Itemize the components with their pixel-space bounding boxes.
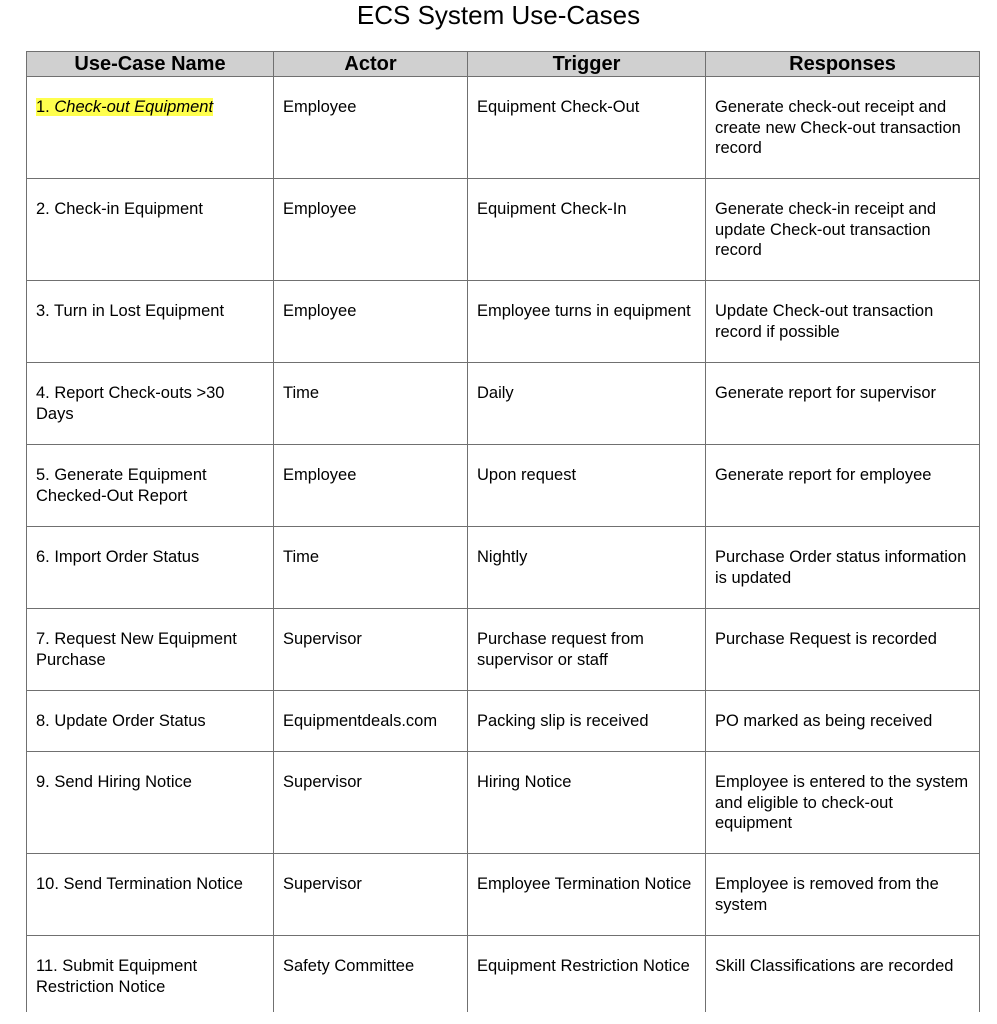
trigger-cell: Equipment Check-In xyxy=(468,179,706,281)
use-case-name-cell: 11. Submit Equipment Restriction Notice xyxy=(27,936,274,1013)
response-cell: Generate report for employee xyxy=(706,445,980,527)
table-row xyxy=(27,854,980,936)
use-case-name-cell: 5. Generate Equipment Checked-Out Report xyxy=(27,445,274,527)
use-case-name-cell: 6. Import Order Status xyxy=(27,527,274,609)
actor-cell: Employee xyxy=(274,179,468,281)
use-case-name-cell: 9. Send Hiring Notice xyxy=(27,752,274,854)
use-case-table xyxy=(26,51,980,1012)
trigger-cell: Purchase request from supervisor or staff xyxy=(468,609,706,691)
trigger-cell: Equipment Check-Out xyxy=(468,77,706,179)
actor-cell: Employee xyxy=(274,445,468,527)
actor-cell: Employee xyxy=(274,281,468,363)
table-row xyxy=(27,936,980,1013)
actor-cell: Time xyxy=(274,527,468,609)
trigger-cell: Equipment Restriction Notice xyxy=(468,936,706,1013)
trigger-cell: Upon request xyxy=(468,445,706,527)
trigger-cell: Employee Termination Notice xyxy=(468,854,706,936)
table-header-row xyxy=(27,52,980,77)
response-cell: Employee is entered to the system and eligible to check-out equipment xyxy=(706,752,980,854)
response-cell: Update Check-out transaction record if possible xyxy=(706,281,980,363)
column-header-trigger: Trigger xyxy=(468,52,706,77)
trigger-cell: Packing slip is received xyxy=(468,691,706,752)
actor-cell: Time xyxy=(274,363,468,445)
table-row xyxy=(27,179,980,281)
actor-cell: Employee xyxy=(274,77,468,179)
use-case-name-cell: 3. Turn in Lost Equipment xyxy=(27,281,274,363)
response-cell: Generate check-out receipt and create new Check-out transaction record xyxy=(706,77,980,179)
use-case-name-cell: 10. Send Termination Notice xyxy=(27,854,274,936)
highlighted-use-case-name: 1. Check-out Equipment xyxy=(36,98,214,116)
use-case-name-cell: 7. Request New Equipment Purchase xyxy=(27,609,274,691)
response-cell: PO marked as being received xyxy=(706,691,980,752)
use-case-name-cell: 2. Check-in Equipment xyxy=(27,179,274,281)
actor-cell: Equipmentdeals.com xyxy=(274,691,468,752)
use-case-name-cell: 4. Report Check-outs >30 Days xyxy=(27,363,274,445)
actor-cell: Supervisor xyxy=(274,752,468,854)
actor-cell: Supervisor xyxy=(274,609,468,691)
response-cell: Purchase Order status information is updated xyxy=(706,527,980,609)
use-case-name-cell xyxy=(27,77,274,179)
trigger-cell: Nightly xyxy=(468,527,706,609)
trigger-cell: Hiring Notice xyxy=(468,752,706,854)
response-cell: Purchase Request is recorded xyxy=(706,609,980,691)
trigger-cell: Daily xyxy=(468,363,706,445)
response-cell: Employee is removed from the system xyxy=(706,854,980,936)
actor-cell: Safety Committee xyxy=(274,936,468,1013)
response-cell: Skill Classifications are recorded xyxy=(706,936,980,1013)
response-cell: Generate report for supervisor xyxy=(706,363,980,445)
table-row xyxy=(27,281,980,363)
actor-cell: Supervisor xyxy=(274,854,468,936)
column-header-actor: Actor xyxy=(274,52,468,77)
response-cell: Generate check-in receipt and update Check-out transaction record xyxy=(706,179,980,281)
table-row xyxy=(27,363,980,445)
table-row xyxy=(27,445,980,527)
use-case-name-cell: 8. Update Order Status xyxy=(27,691,274,752)
table-row xyxy=(27,527,980,609)
table-row xyxy=(27,77,980,179)
table-row xyxy=(27,691,980,752)
column-header-responses: Responses xyxy=(706,52,980,77)
trigger-cell: Employee turns in equipment xyxy=(468,281,706,363)
table-row xyxy=(27,752,980,854)
page-title: ECS System Use-Cases xyxy=(356,0,641,30)
column-header-use-case-name: Use-Case Name xyxy=(27,52,274,77)
table-row xyxy=(27,609,980,691)
